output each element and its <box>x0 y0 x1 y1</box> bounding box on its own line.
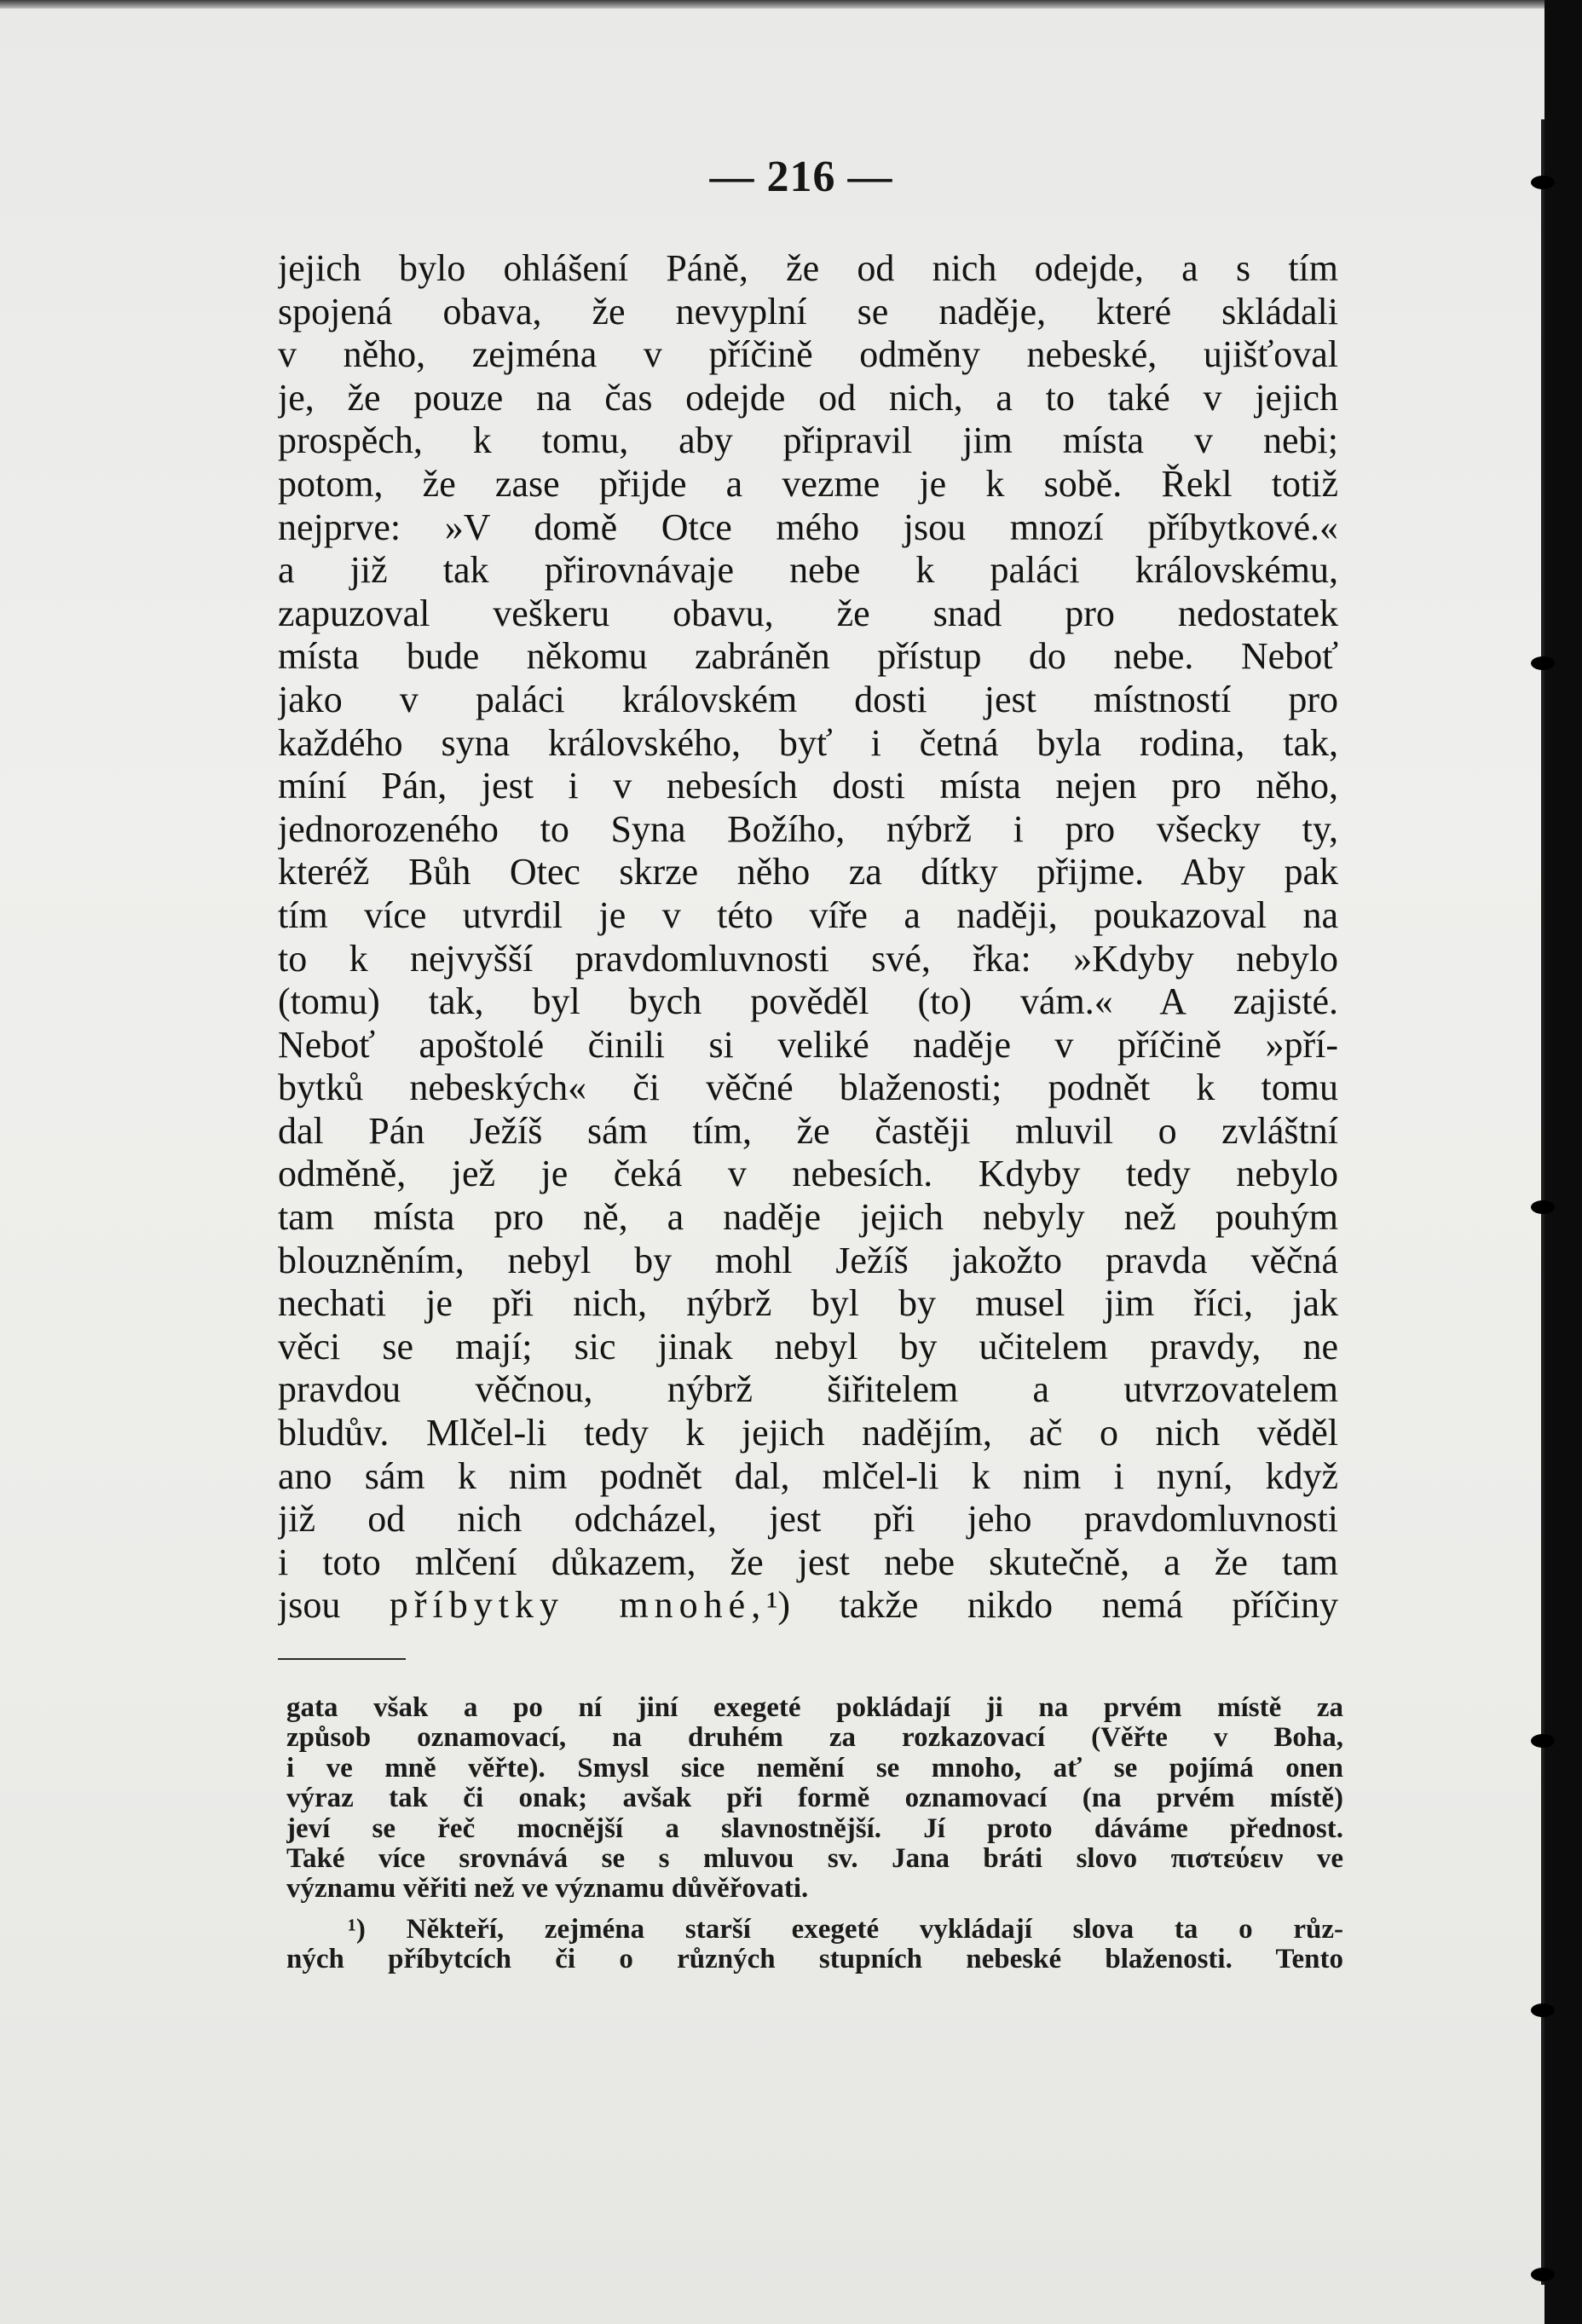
text-line: blouzněním, nebyl by mohl Ježíš jakožto pravda věčná <box>278 1239 1338 1281</box>
footnote-line: výraz tak či onak; avšak při formě oznamovací (na prvém místě) <box>286 1783 1343 1814</box>
main-text <box>278 247 1338 1627</box>
text-line: dal Pán Ježíš sám tím, že častěji mluvil o zvláštní <box>278 1109 1338 1152</box>
text-line: prospěch, k tomu, aby připravil jim místa v nebi; <box>278 419 1338 462</box>
text-line: i toto mlčení důkazem, že jest nebe skutečně, a že tam <box>278 1541 1338 1583</box>
footnote-gap <box>286 1905 1343 1915</box>
footnote-1-line: ných příbytcích či o různých stupních nebeské blaženosti. Tento <box>286 1945 1343 1975</box>
footnote-1-line: ¹) Někteří, zejména starší exegeté vykládají slova ta o růz- <box>348 1914 1343 1945</box>
footnote-line: významu věřiti než ve významu důvěřovati. <box>286 1874 809 1905</box>
binding-hole <box>1531 2003 1555 2017</box>
text-line: jejich bylo ohlášení Páně, že od nich odejde, a s tím <box>278 247 1338 289</box>
text-line: tam místa pro ně, a naděje jejich nebyly než pouhým <box>278 1196 1338 1239</box>
text-line: bludův. Mlčel-li tedy k jejich nadějím, ač o nich věděl <box>278 1412 1338 1454</box>
text-line: již od nich odcházel, jest při jeho pravdomluvnosti <box>278 1498 1338 1541</box>
binding-hole <box>1531 656 1555 670</box>
text-line: potom, že zase přijde a vezme je k sobě. Řekl totiž <box>278 462 1338 505</box>
text-line: každého syna královského, byť i četná byla rodina, tak, <box>278 721 1338 764</box>
text-line: ano sám k nim podnět dal, mlčel-li k nim i nyní, když <box>278 1454 1338 1497</box>
text-line: kteréž Bůh Otec skrze něho za dítky přijme. Aby pak <box>278 851 1338 893</box>
scan-right-edge <box>1544 0 1582 2324</box>
text-line: v něho, zejména v příčině odměny nebeské, ujišťoval <box>278 333 1338 376</box>
text-line: míní Pán, jest i v nebesích dosti místa nejen pro něho, <box>278 765 1338 807</box>
text-line: a již tak přirovnávaje nebe k paláci královskému, <box>278 549 1338 592</box>
binding-hole <box>1531 2268 1555 2281</box>
page-number: — 216 — <box>709 153 893 201</box>
footnotes <box>286 1693 1343 1975</box>
text-line: věci se mají; sic jinak nebyl by učitelem pravdy, ne <box>278 1325 1338 1367</box>
footnote-line: i ve mně věřte). Smysl sice nemění se mnoho, ať se pojímá onen <box>286 1753 1343 1783</box>
text-line: (tomu) tak, byl bych pověděl (to) vám.« A zajisté. <box>278 980 1338 1023</box>
text-fragment: ¹) takže nikdo nemá příčiny <box>766 1584 1338 1627</box>
text-line-last <box>278 1584 1338 1627</box>
text-line: nechati je při nich, nýbrž byl by musel jim říci, jak <box>278 1282 1338 1325</box>
text-line: nejprve: »V domě Otce mého jsou mnozí příbytkové.« <box>278 506 1338 548</box>
text-line: je, že pouze na čas odejde od nich, a to také v jejich <box>278 376 1338 419</box>
text-line: místa bude někomu zabráněn přístup do nebe. Neboť <box>278 635 1338 678</box>
footnote-line: Také více srovnává se s mluvou sv. Jana bráti slovo πιστεύειν ve <box>286 1843 1343 1874</box>
binding-hole <box>1531 1734 1555 1748</box>
text-line: jednorozeného to Syna Božího, nýbrž i pro všecky ty, <box>278 807 1338 850</box>
footnote-line: gata však a po ní jiní exegeté pokládají ji na prvém místě za <box>286 1693 1343 1723</box>
text-line: spojená obava, že nevyplní se naděje, které skládali <box>278 290 1338 332</box>
text-fragment: jsou <box>278 1584 390 1627</box>
binding-hole <box>1531 176 1555 189</box>
text-line: jako v paláci královském dosti jest místností pro <box>278 678 1338 720</box>
text-line: pravdou věčnou, nýbrž šiřitelem a utvrzovatelem <box>278 1368 1338 1411</box>
footnote-line: způsob oznamovací, na druhém za rozkazovací (Věřte v Boha, <box>286 1723 1343 1754</box>
text-line: tím více utvrdil je v této víře a naději, poukazoval na <box>278 893 1338 936</box>
text-line: to k nejvyšší pravdomluvnosti své, řka: »Kdyby nebylo <box>278 937 1338 980</box>
text-line: Neboť apoštolé činili si veliké naděje v příčině »pří- <box>278 1023 1338 1066</box>
scan-top-edge <box>0 0 1582 9</box>
spaced-emphasis: příbytky mnohé, <box>389 1584 767 1627</box>
footnote-line: jeví se řeč mocnější a slavnostnější. Jí proto dáváme přednost. <box>286 1813 1343 1844</box>
text-line: odměně, jež je čeká v nebesích. Kdyby tedy nebylo <box>278 1153 1338 1195</box>
binding-hole <box>1531 1200 1555 1214</box>
text-line: bytků nebeských« či věčné blaženosti; podnět k tomu <box>278 1067 1338 1109</box>
text-line: zapuzoval veškeru obavu, že snad pro nedostatek <box>278 592 1338 634</box>
footnote-separator <box>278 1658 406 1660</box>
